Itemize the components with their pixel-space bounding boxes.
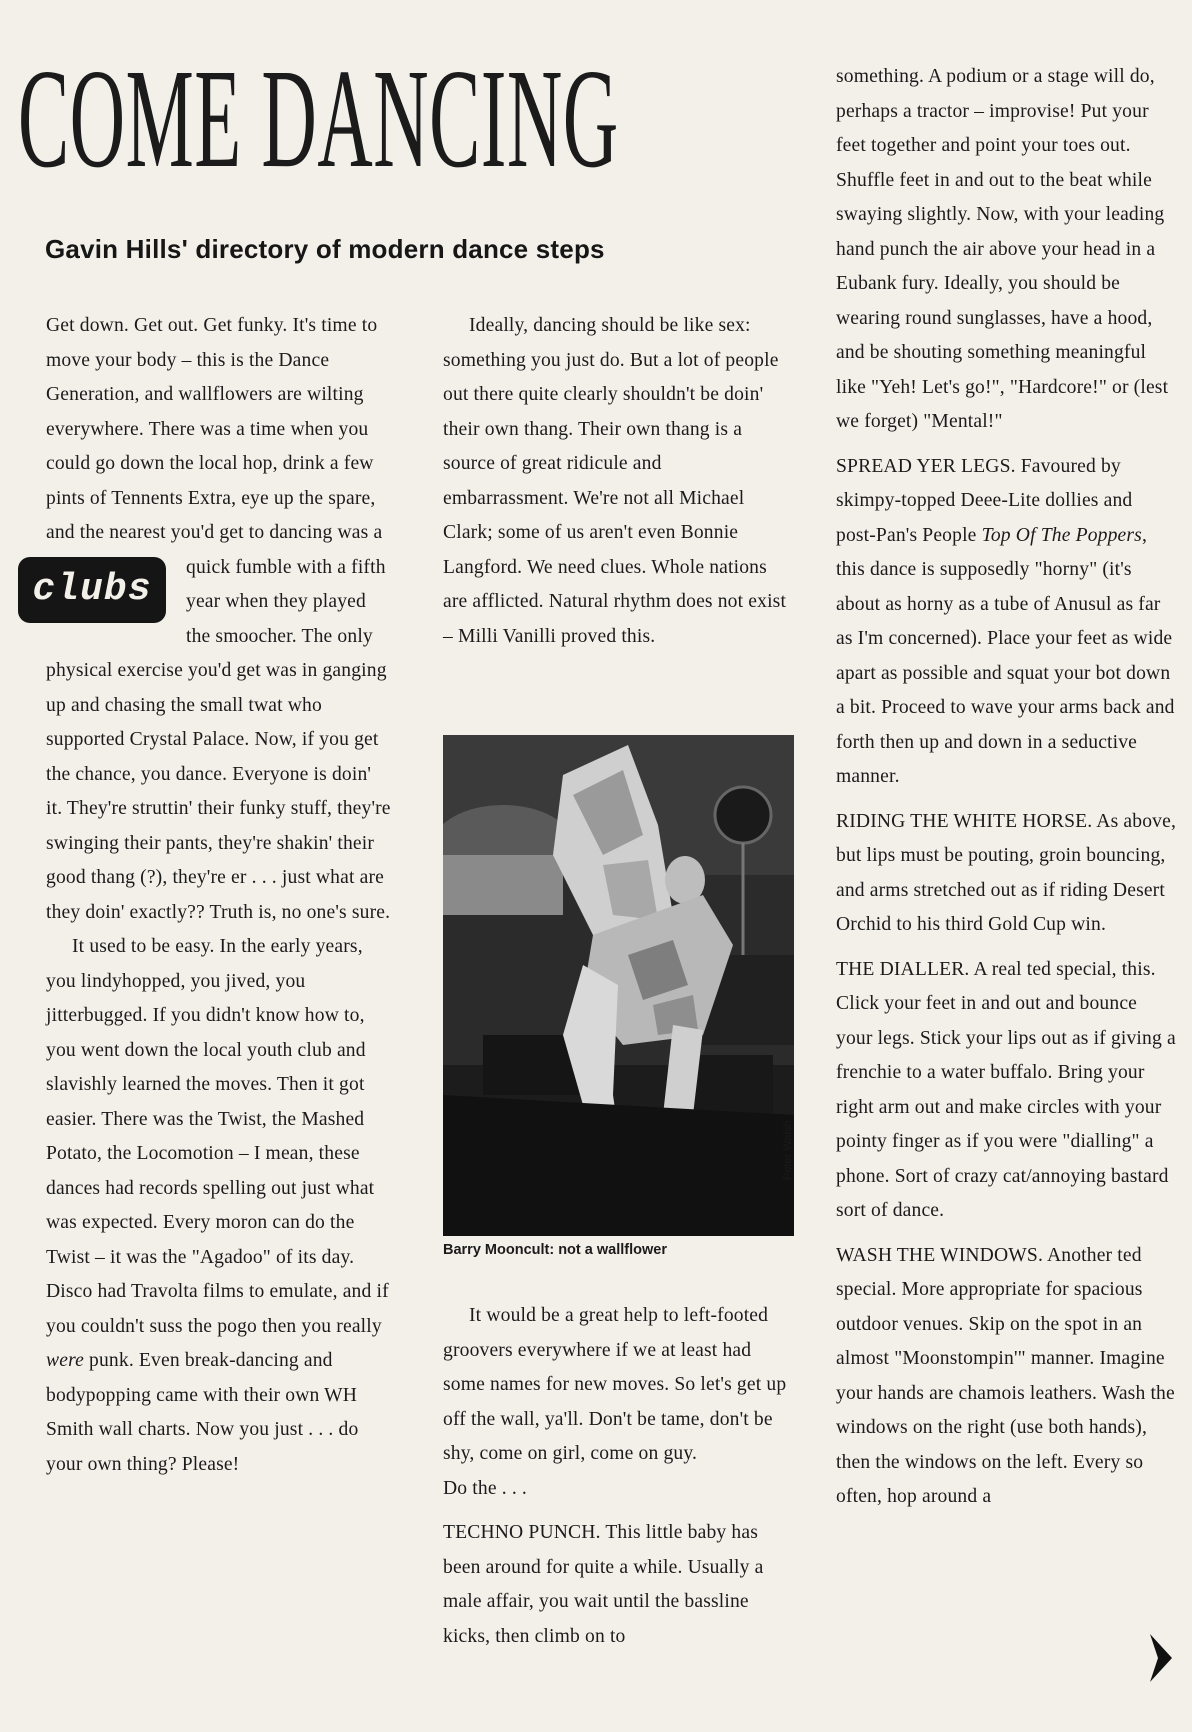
clubs-section-badge: clubs (18, 557, 166, 623)
history-text-b: punk. Even break-dancing and bodypopping came with their own WH Smith wall charts. Now you just . . . do your own thing? Please! (46, 1350, 359, 1475)
names-paragraph: It would be a great help to left-footed groovers everywhere if we at least had some names for new moves. So let's get up off the wall, ya'll. Don't be tame, don't be shy, come on girl, come on guy. (443, 1305, 787, 1464)
ideally-paragraph: Ideally, dancing should be like sex: something you just do. But a lot of people out there quite clearly shouldn't be doin' their own thang. Their own thang is a source of great ridicule and embarrassment. We're not all Michael Clark; some of us aren't even Bonnie Langford. We need clues. Whole nations are afflicted. Natural rhythm does not exist – Milli Vanilli proved this. (443, 315, 787, 647)
dancer-photo-illustration (443, 735, 794, 1236)
photo-caption: Barry Mooncult: not a wallflower (443, 1242, 667, 1258)
article-subtitle: Gavin Hills' directory of modern dance steps (45, 234, 605, 264)
article-photo (443, 735, 794, 1236)
spread-text-a: SPREAD YER LEGS. Favoured by skimpy-topped Deee-Lite dollies and post-Pan's People (836, 455, 1133, 546)
riding-white-horse-paragraph: RIDING THE WHITE HORSE. As above, but lips must be pouting, groin bouncing, and arms stretched out as if riding Desert Orchid to his third Gold Cup win. (836, 810, 1177, 935)
history-text-a: It used to be easy. In the early years, you lindyhopped, you jived, you jitterbugged. If you didn't know how to, you went down the local youth club and slavishly learned the moves. Then it got easier. There was the Twist, the Mashed Potato, the Locomotion – I mean, these dances had records spelling out just what was expected. Every moron can do the Twist – it was the "Agadoo" of its day. Disco had Travolta films to emulate, and if you couldn't suss the pogo then you really (46, 936, 389, 1337)
intro-paragraph (32, 309, 391, 930)
dialler-paragraph: THE DIALLER. A real ted special, this. Click your feet in and out and bounce your legs. Stick your lips out as if giving a frenchie to a water buffalo. Bring your right arm out and make circles with your pointy finger as if you were "dialling" a phone. Sort of crazy cat/annoying bastard sort of dance. (836, 958, 1176, 1221)
article-title: COME DANCING (18, 39, 619, 197)
spread-yer-legs-paragraph (836, 450, 1176, 795)
column-3 (836, 60, 1176, 1515)
wash-windows-paragraph: WASH THE WINDOWS. Another ted special. More appropriate for spacious outdoor venues. Skip on the spot in an almost "Moonstompin'" manner. Imagine your hands are chamois leathers. Wash the windows on the right (use both hands), then the windows on the left. Every so often, hop around a (836, 1244, 1175, 1507)
history-emphasis: were (46, 1350, 84, 1371)
spread-text-b: , this dance is supposedly "horny" (it's about as horny as a tube of Anusul as far as I'm concerned). Place your feet as wide apart as possible and squat your bot down a bit. Proceed to wave your arms back and forth then up and down in a seductive manner. (836, 524, 1175, 787)
podium-paragraph: something. A podium or a stage will do, perhaps a tractor – improvise! Put your feet together and point your toes out. Shuffle feet in and out to the beat while swaying slightly. Now, with your leading hand punch the air above your head in a Eubank fury. Ideally, you should be wearing round sunglasses, have a hood, and be shouting something meaningful like "Yeh! Let's go!", "Hardcore!" or (lest we forget) "Mental!" (836, 66, 1169, 432)
techno-punch-paragraph: TECHNO PUNCH. This little baby has been around for quite a while. Usually a male affair, you wait until the bassline kicks, then climb on to (443, 1522, 764, 1647)
do-the-line: Do the . . . (443, 1477, 527, 1499)
column-1 (32, 309, 391, 1482)
continue-arrow-icon (1146, 1632, 1174, 1684)
intro-text-b: was a quick fumble with a fifth year when they played the smoocher. The only physical exercise you'd get was in ganging up and chasing the small twat who supported Crystal Palace. Now, if you get the chance, you dance. Everyone is doin' it. They're struttin' their funky stuff, they're swinging their pants, they're shakin' their good thang (?), they're er . . . just what are they doin' exactly?? Truth is, no one's sure. (46, 522, 391, 923)
column-2-top (443, 309, 788, 654)
history-paragraph (46, 930, 391, 1482)
spread-emphasis: Top Of The Poppers (981, 524, 1142, 546)
photo-credit: Peter Walsh (782, 1120, 794, 1180)
intro-text-a: Get down. Get out. Get funky. It's time to move your body – this is the Dance Generation, and wallflowers are wilting everywhere. There was a time when you could go down the local hop, drink a few pints of Tennents Extra, eye up the spare, and the nearest you'd get to dancing (46, 315, 378, 543)
column-2-bottom (443, 1299, 788, 1654)
